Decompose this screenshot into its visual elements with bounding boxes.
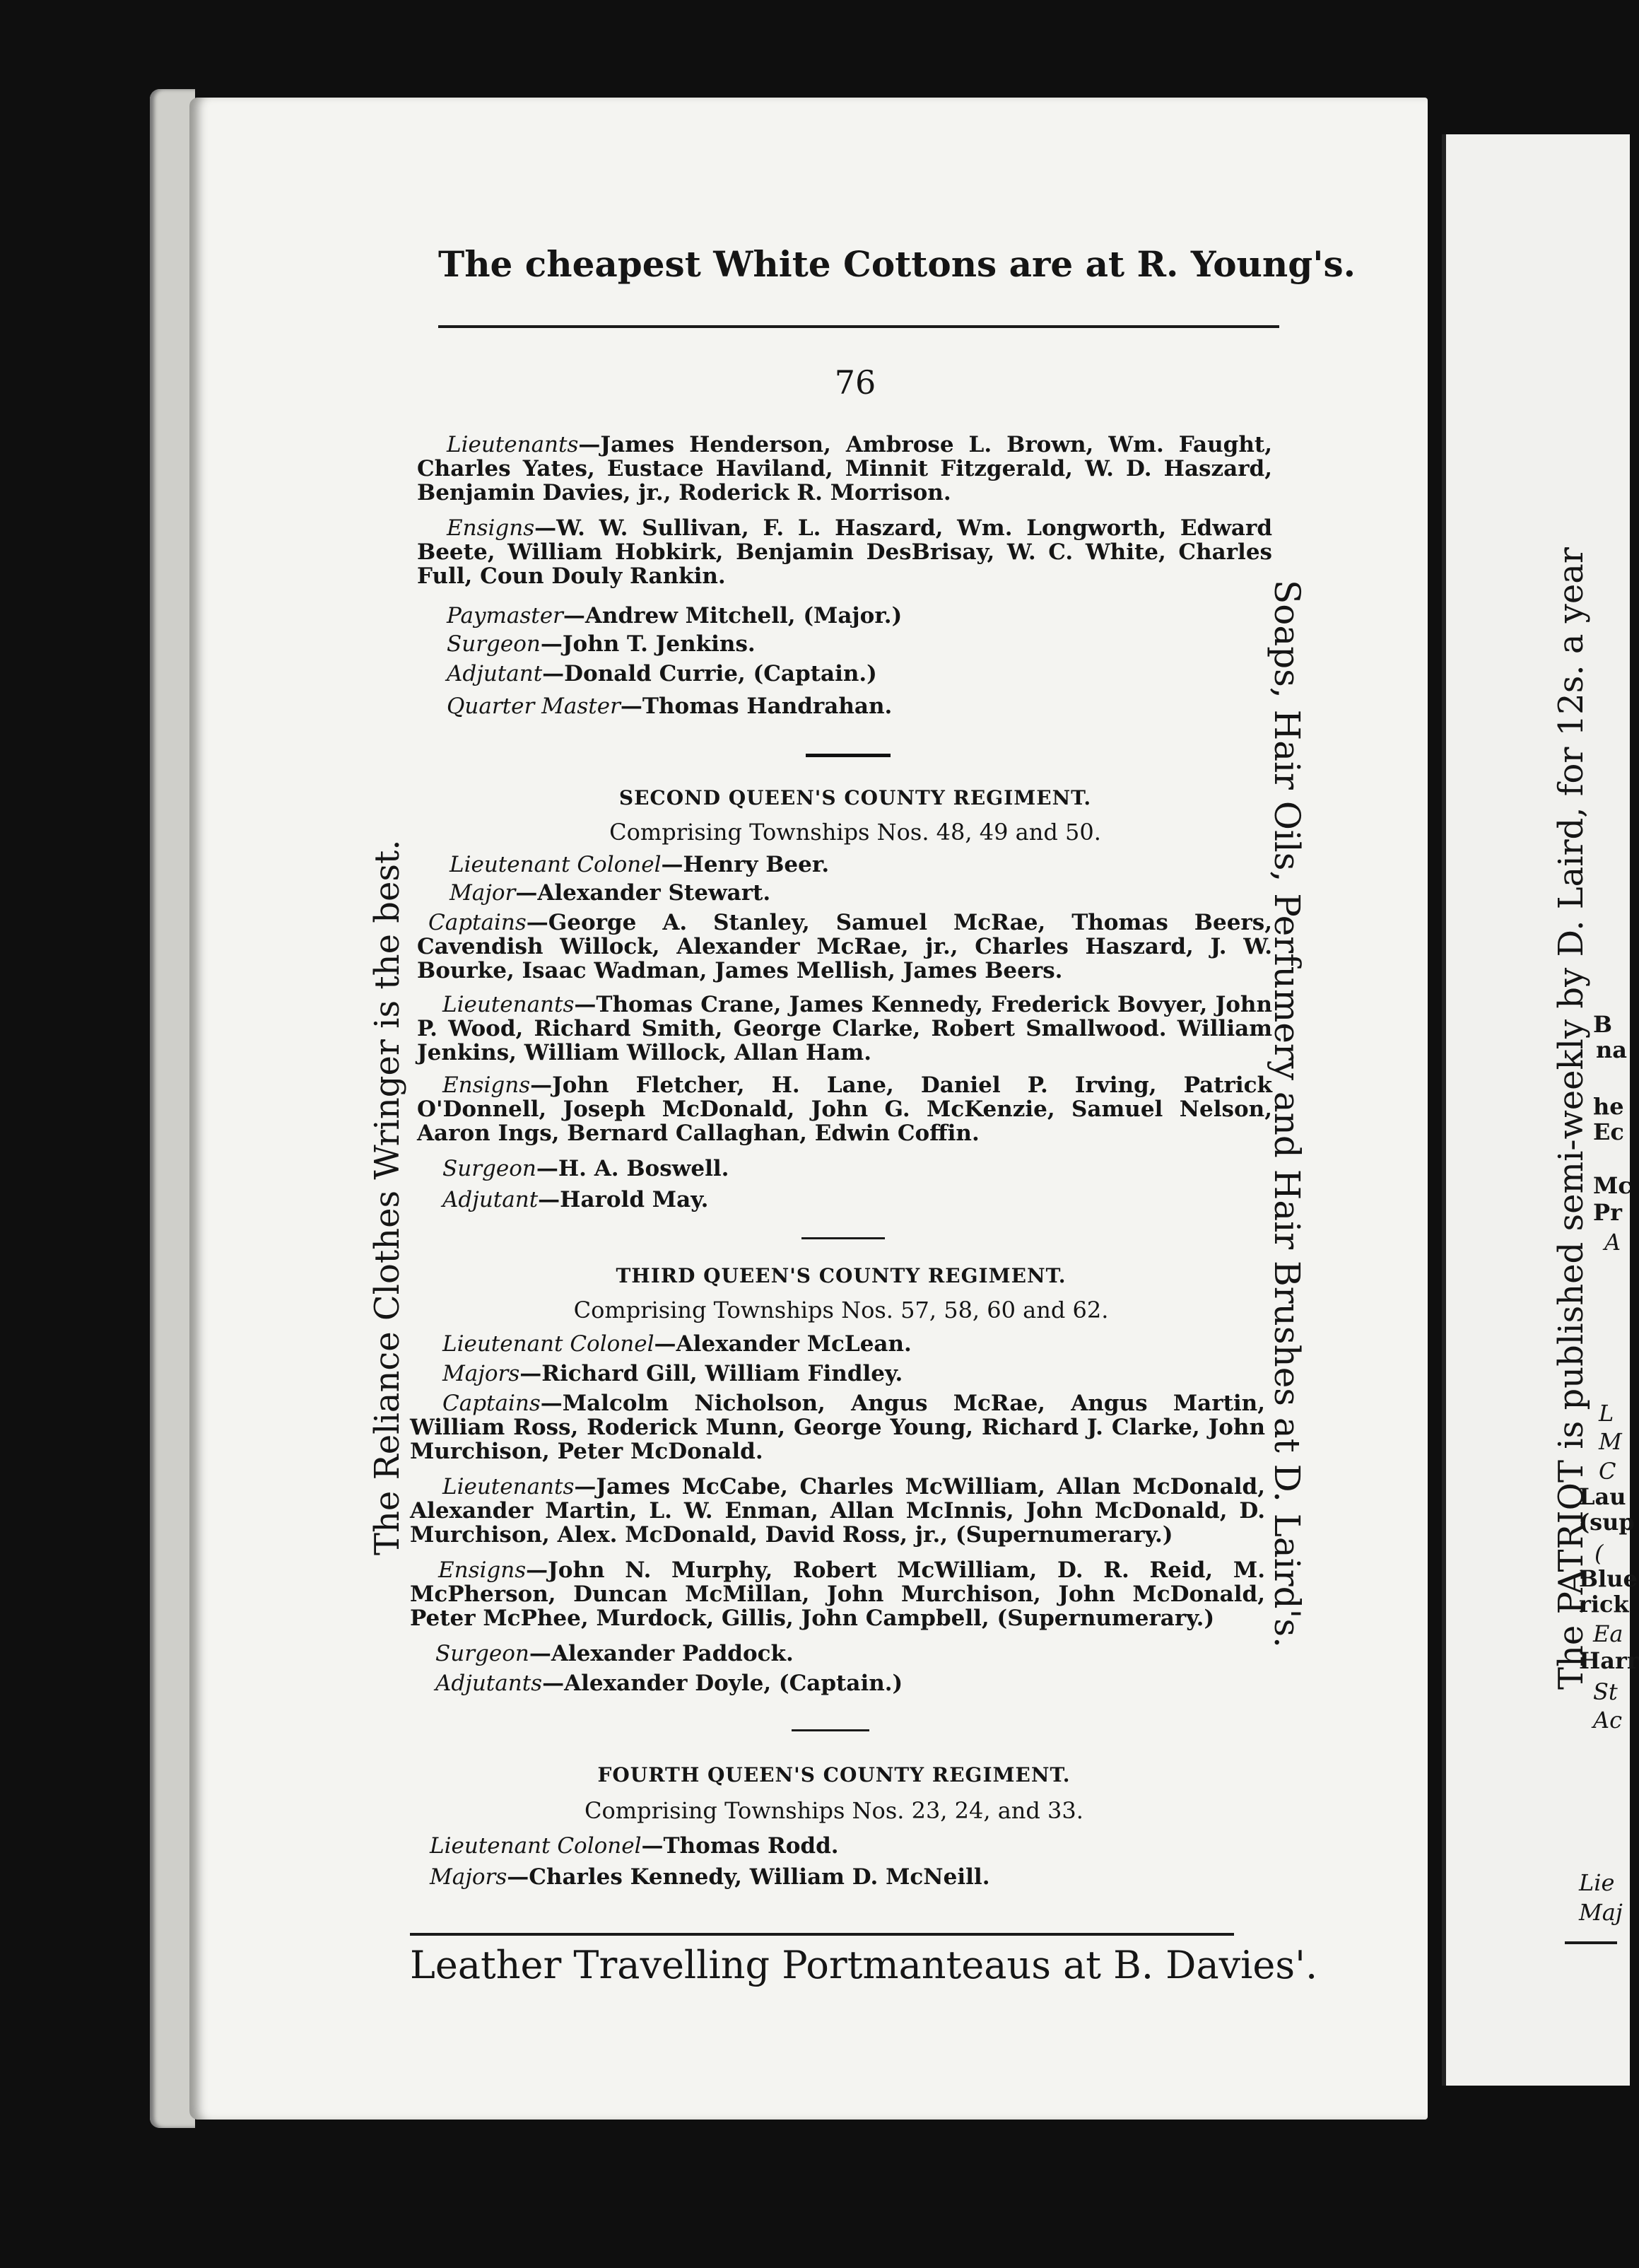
fragment: ( — [1594, 1540, 1604, 1567]
section-title-third-regiment: THIRD QUEEN'S COUNTY REGIMENT. — [616, 1264, 1067, 1287]
fragment: Ea — [1593, 1620, 1623, 1647]
fragment: B — [1593, 1011, 1613, 1038]
second-regiment-townships: Comprising Townships Nos. 48, 49 and 50. — [609, 819, 1101, 846]
fourth-regiment-townships: Comprising Townships Nos. 23, 24, and 33. — [584, 1797, 1083, 1824]
left-margin-advertisement: The Reliance Clothes Wringer is the best. — [368, 839, 407, 1555]
entry-ensigns-1: Ensigns—W. W. Sullivan, F. L. Haszard, Wm. Longworth, Edward Beete, William Hobkirk, Benjamin DesBrisay, W. C. White, Charles Full, Coun Douly Rankin. — [417, 515, 1272, 589]
fragment: Ac — [1593, 1707, 1623, 1734]
right-margin-advertisement: Soaps, Hair Oils, Perfumery and Hair Brushes at D. Laird's. — [1267, 580, 1308, 1648]
entry-major-2: Major—Alexander Stewart. — [450, 880, 771, 906]
fragment: Maj — [1579, 1899, 1623, 1926]
entry-majors-4: Majors—Charles Kennedy, William D. McNeill. — [430, 1864, 990, 1890]
book-page-edge — [150, 89, 195, 2128]
fragment: L — [1599, 1400, 1614, 1427]
fragment: St — [1593, 1678, 1618, 1705]
entry-surgeon-3: Surgeon—Alexander Paddock. — [435, 1641, 794, 1666]
entry-ensigns-3: Ensigns—John N. Murphy, Robert McWilliam, D. R. Reid, M. McPherson, Duncan McMillan, John Murchison, John McDonald, Peter McPhee, Murdock, Gillis, John Campbell, (Supernumerary.) — [410, 1557, 1265, 1631]
entry-quartermaster-1: Quarter Master—Thomas Handrahan. — [447, 694, 893, 719]
entry-adjutant-1: Adjutant—Donald Currie, (Captain.) — [447, 661, 877, 686]
section-divider — [801, 1237, 885, 1239]
entry-majors-3: Majors—Richard Gill, William Findley. — [442, 1361, 903, 1386]
entry-captains-3: Captains—Malcolm Nicholson, Angus McRae, Angus Martin, William Ross, Roderick Munn, George Young, Richard J. Clarke, John Murchison, Peter McDonald. — [410, 1391, 1265, 1464]
section-title-fourth-regiment: FOURTH QUEEN'S COUNTY REGIMENT. — [597, 1763, 1071, 1787]
fragment: he — [1593, 1093, 1624, 1120]
entry-lieutenants-1: Lieutenants—James Henderson, Ambrose L. Brown, Wm. Faught, Charles Yates, Eustace Haviland, Minnit Fitzgerald, W. D. Haszard, Benjamin Davies, jr., Roderick R. Morrison. — [417, 432, 1272, 505]
fragment: Blue — [1579, 1565, 1638, 1592]
entry-adjutants-3: Adjutants—Alexander Doyle, (Captain.) — [435, 1671, 903, 1696]
entry-paymaster-1: Paymaster—Andrew Mitchell, (Major.) — [447, 603, 903, 629]
entry-ensigns-2: Ensigns—John Fletcher, H. Lane, Daniel P. Irving, Patrick O'Donnell, Joseph McDonald, John G. McKenzie, Samuel Nelson, Aaron Ings, Bernard Callaghan, Edwin Coffin. — [417, 1072, 1272, 1146]
header-rule — [438, 325, 1279, 328]
fragment: C — [1599, 1458, 1616, 1485]
entry-lieutenants-2: Lieutenants—Thomas Crane, James Kennedy, Frederick Bovyer, John P. Wood, Richard Smith, George Clarke, Robert Smallwood. William Jenkins, William Willock, Allan Ham. — [417, 992, 1272, 1065]
page-number: 76 — [834, 363, 876, 402]
fragment: rick — [1579, 1591, 1629, 1618]
fragment: Lie — [1579, 1869, 1615, 1896]
section-divider — [806, 754, 891, 757]
fragment: Ec — [1593, 1118, 1624, 1145]
entry-surgeon-1: Surgeon—John T. Jenkins. — [447, 631, 756, 657]
entry-captains-2: Captains—George A. Stanley, Samuel McRae, Thomas Beers, Cavendish Willock, Alexander McRae, jr., Charles Haszard, J. W. Bourke, Isaac Wadman, James Mellish, James Beers. — [417, 910, 1272, 983]
third-regiment-townships: Comprising Townships Nos. 57, 58, 60 and 62. — [573, 1297, 1109, 1323]
entry-lt-colonel-4: Lieutenant Colonel—Thomas Rodd. — [430, 1833, 839, 1859]
adjacent-page-rule — [1565, 1941, 1617, 1944]
section-title-second-regiment: SECOND QUEEN'S COUNTY REGIMENT. — [618, 786, 1092, 809]
fragment: Lau — [1579, 1483, 1626, 1510]
adjacent-page-advertisement: The PATRIOT is published semi-weekly by D. Laird, for 12s. a year — [1551, 547, 1591, 1690]
entry-lieutenants-3: Lieutenants—James McCabe, Charles McWilliam, Allan McDonald, Alexander Martin, L. W. Enman, Allan McInnis, John McDonald, D. Murchison, Alex. McDonald, David Ross, jr., (Supernumerary.) — [410, 1474, 1265, 1548]
entry-surgeon-2: Surgeon—H. A. Boswell. — [442, 1156, 729, 1181]
fragment: Harr — [1579, 1647, 1639, 1674]
fragment: na — [1596, 1036, 1627, 1063]
fragment: Pr — [1593, 1199, 1622, 1226]
entry-lt-colonel-2: Lieutenant Colonel—Henry Beer. — [450, 852, 830, 877]
section-divider — [792, 1729, 869, 1731]
entry-lt-colonel-3: Lieutenant Colonel—Alexander McLean. — [442, 1331, 912, 1357]
fragment: Mc — [1593, 1172, 1632, 1199]
footer-advertisement: Leather Travelling Portmanteaus at B. Davies'. — [410, 1943, 1318, 1987]
entry-adjutant-2: Adjutant—Harold May. — [442, 1187, 709, 1212]
footer-rule — [410, 1933, 1234, 1936]
header-advertisement: The cheapest White Cottons are at R. Young's. — [438, 243, 1356, 285]
fragment: (sup — [1579, 1509, 1635, 1536]
fragment: A — [1604, 1229, 1621, 1256]
fragment: M — [1599, 1428, 1622, 1455]
